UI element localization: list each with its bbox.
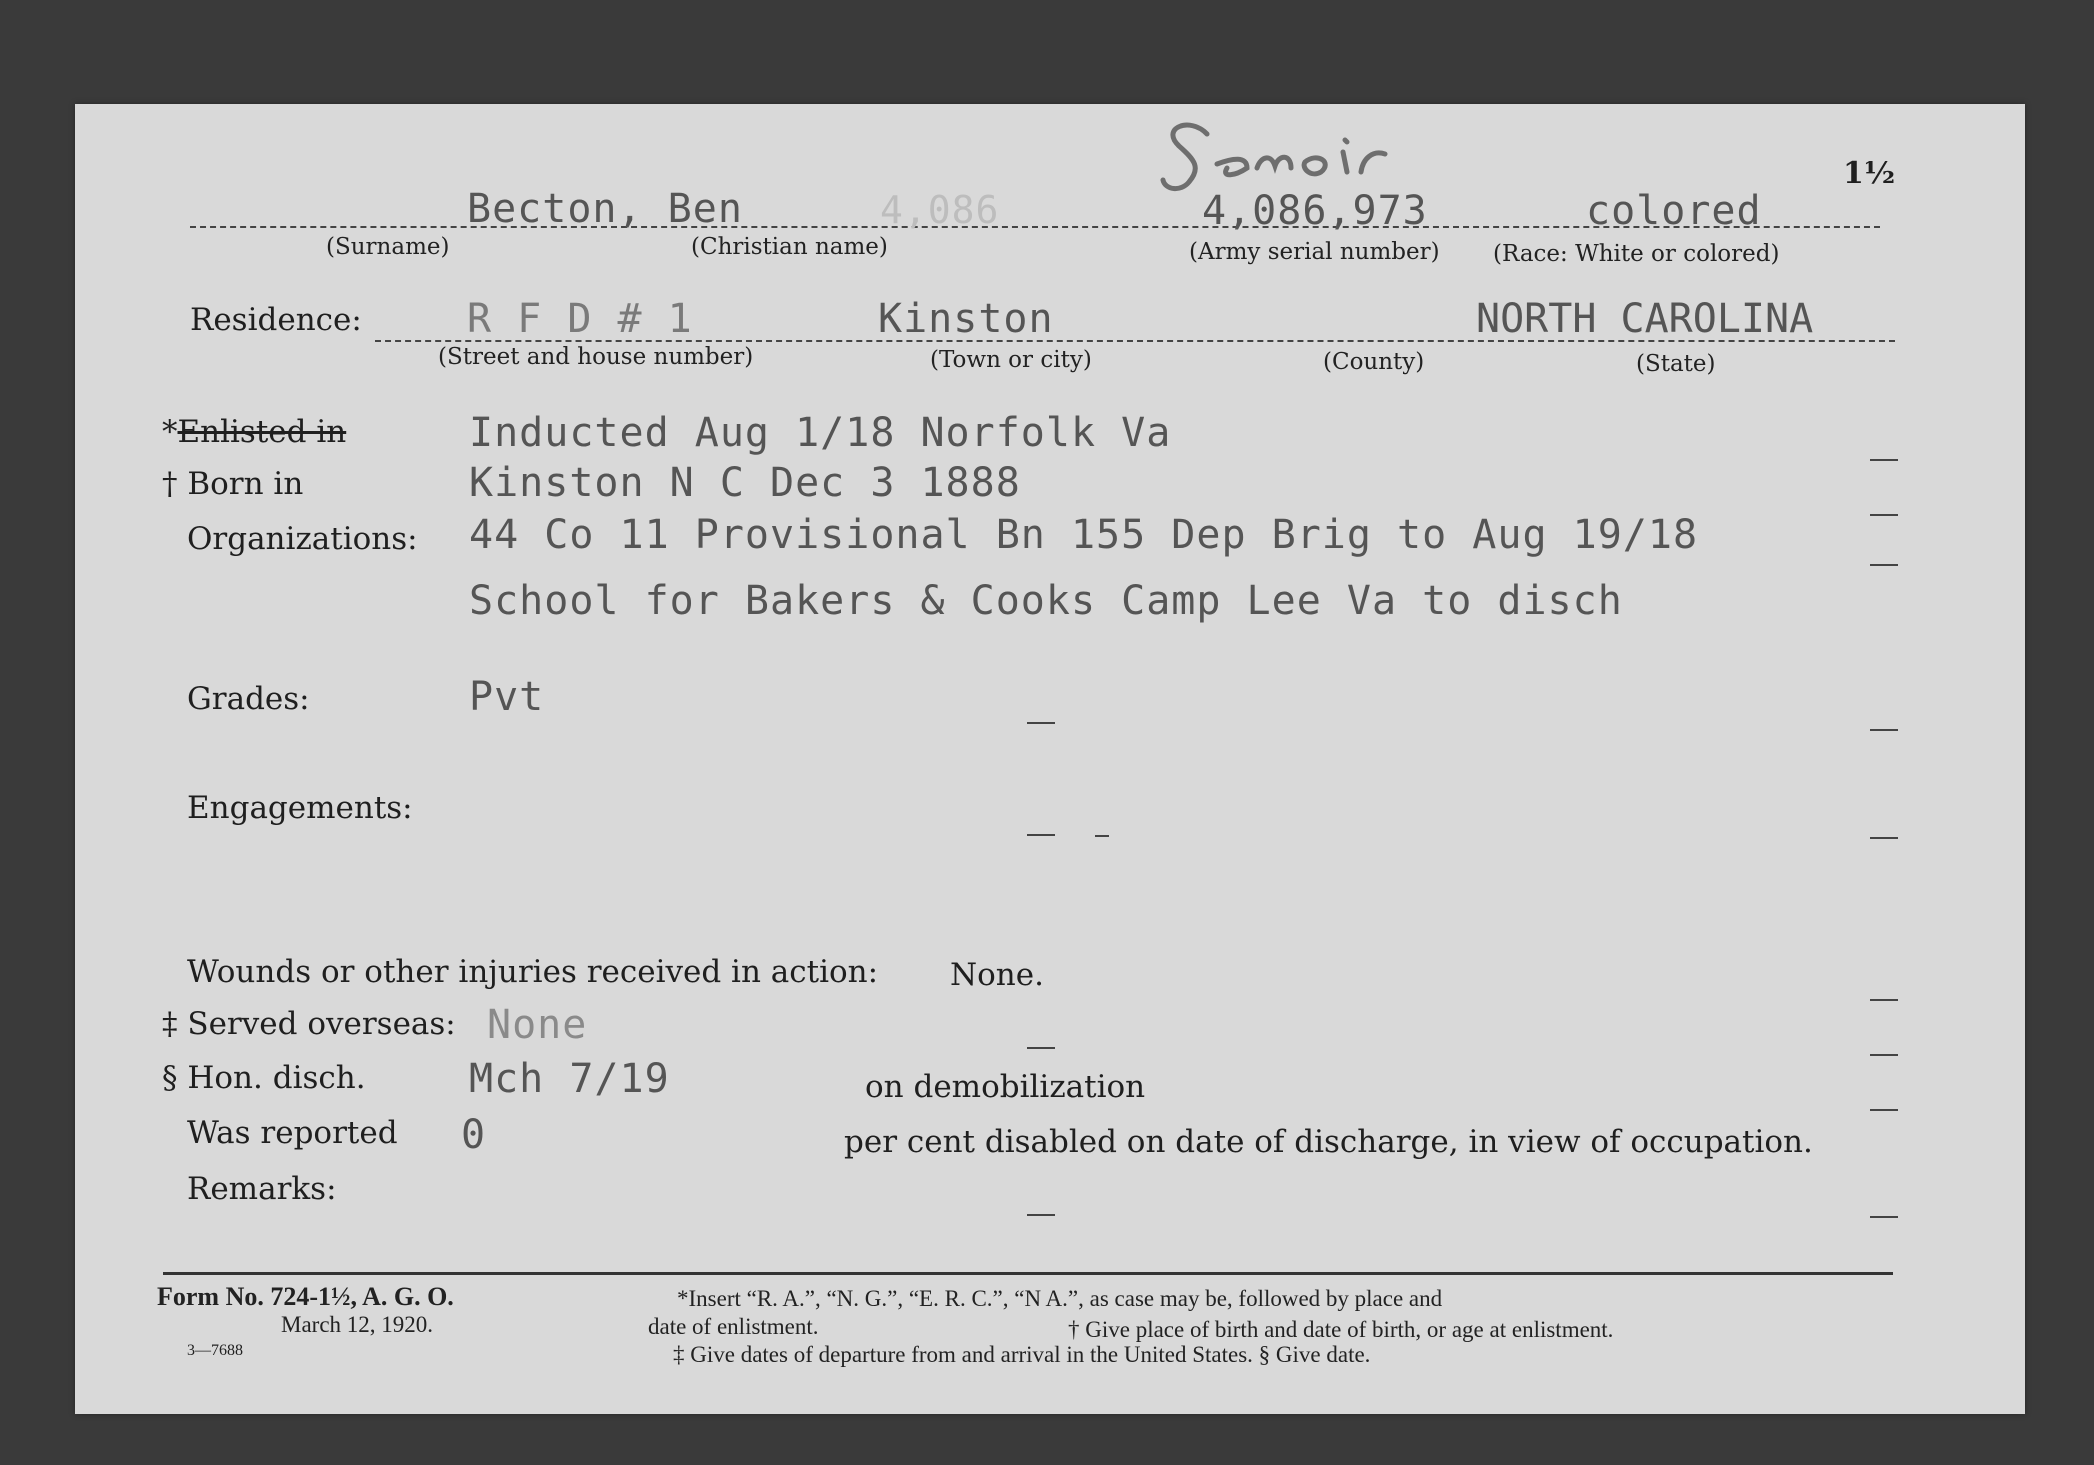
service-record-card bbox=[75, 104, 2025, 1414]
footer-rule bbox=[163, 1272, 1893, 1275]
hon-disch-label: § Hon. disch. bbox=[162, 1060, 366, 1096]
small-dash bbox=[1027, 722, 1055, 724]
remarks-label: Remarks: bbox=[187, 1171, 337, 1207]
margin-tick bbox=[1870, 1109, 1898, 1111]
wounds-value: None. bbox=[950, 957, 1044, 993]
enlisted-value: Inducted Aug 1/18 Norfolk Va bbox=[469, 410, 1172, 456]
footnote-line-3: ‡ Give dates of departure from and arrival in the United States. § Give date. bbox=[673, 1342, 1371, 1367]
organization-line-1: 44 Co 11 Provisional Bn 155 Dep Brig to Aug 19/18 bbox=[469, 512, 1699, 558]
faint-number: 4,086 bbox=[880, 188, 1000, 232]
race-caption: (Race: White or colored) bbox=[1493, 241, 1780, 267]
wounds-label: Wounds or other injuries received in action: bbox=[187, 954, 879, 990]
engagements-label: Engagements: bbox=[187, 790, 413, 826]
form-code: 3—7688 bbox=[187, 1342, 243, 1359]
served-overseas-value: None bbox=[487, 1002, 588, 1048]
organizations-label: Organizations: bbox=[187, 521, 418, 557]
serial-caption: (Army serial number) bbox=[1189, 239, 1440, 265]
margin-tick bbox=[1870, 564, 1898, 566]
street-value: R F D # 1 bbox=[467, 296, 693, 342]
footnote-line-2a: date of enlistment. bbox=[648, 1314, 819, 1339]
surname-caption: (Surname) bbox=[326, 234, 450, 260]
was-reported-label: Was reported bbox=[187, 1115, 398, 1151]
corner-number: 1½ bbox=[1843, 156, 1896, 191]
margin-tick bbox=[1870, 999, 1898, 1001]
was-reported-suffix: per cent disabled on date of discharge, in view of occupation. bbox=[844, 1124, 1813, 1160]
grades-label: Grades: bbox=[187, 681, 310, 717]
race-value: colored bbox=[1586, 188, 1762, 234]
town-value: Kinston bbox=[878, 296, 1054, 342]
served-overseas-label: ‡ Served overseas: bbox=[162, 1006, 456, 1042]
county-caption: (County) bbox=[1323, 349, 1425, 375]
small-dash bbox=[1027, 1214, 1055, 1216]
state-value: NORTH CAROLINA bbox=[1476, 296, 1814, 342]
residence-label: Residence: bbox=[190, 302, 362, 338]
born-label: † Born in bbox=[162, 466, 304, 502]
hon-disch-suffix: on demobilization bbox=[865, 1069, 1146, 1105]
born-value: Kinston N C Dec 3 1888 bbox=[469, 460, 1021, 506]
state-caption: (State) bbox=[1636, 351, 1716, 377]
small-dash bbox=[1095, 835, 1109, 837]
surname-value: Becton, Ben bbox=[467, 186, 743, 232]
small-dash bbox=[1027, 1047, 1055, 1049]
was-reported-value: 0 bbox=[461, 1112, 487, 1158]
margin-tick bbox=[1870, 514, 1898, 516]
grades-value: Pvt bbox=[469, 674, 545, 720]
organization-line-2: School for Bakers & Cooks Camp Lee Va to disch bbox=[469, 578, 1623, 624]
enlisted-label bbox=[162, 414, 346, 450]
form-number: Form No. 724-1½, A. G. O. bbox=[157, 1282, 454, 1311]
margin-tick bbox=[1870, 1216, 1898, 1218]
street-caption: (Street and house number) bbox=[438, 344, 754, 370]
serial-value: 4,086,973 bbox=[1202, 188, 1428, 234]
footnote-line-2b: † Give place of birth and date of birth, or age at enlistment. bbox=[1068, 1317, 1614, 1342]
margin-tick bbox=[1870, 459, 1898, 461]
form-date: March 12, 1920. bbox=[281, 1312, 434, 1337]
margin-tick bbox=[1870, 1054, 1898, 1056]
enlisted-text: Enlisted in bbox=[177, 414, 347, 450]
christian-name-caption: (Christian name) bbox=[691, 234, 888, 260]
hon-disch-value: Mch 7/19 bbox=[469, 1056, 670, 1102]
town-caption: (Town or city) bbox=[930, 347, 1092, 373]
margin-tick bbox=[1870, 837, 1898, 839]
margin-tick bbox=[1870, 729, 1898, 731]
enlisted-mark: * bbox=[162, 414, 178, 450]
small-dash bbox=[1027, 834, 1055, 836]
footnote-line-1: *Insert “R. A.”, “N. G.”, “E. R. C.”, “N A.”, as case may be, followed by place and bbox=[677, 1286, 1443, 1311]
